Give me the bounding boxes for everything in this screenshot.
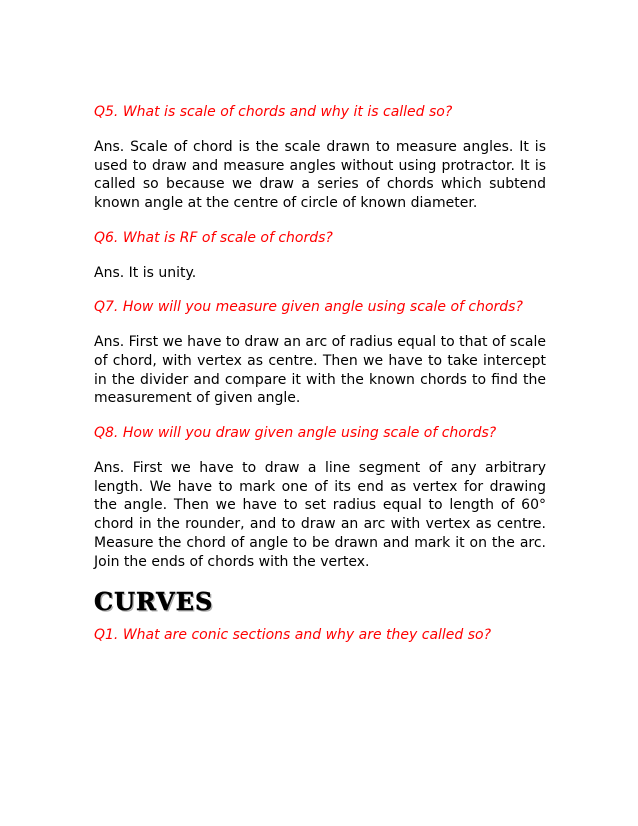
answer-q7: Ans. First we have to draw an arc of radius equal to that of scale of chord, with vertex as centre. Then we have to take intercept in the divider and compare it with the known chords to find the measurement of given angle. [94, 334, 546, 407]
answer-q8: Ans. First we have to draw a line segment of any arbitrary length. We have to mark one of its end as vertex for drawing the angle. Then we have to set radius equal to length of 60° chord in the rounder, and to draw an arc with vertex as centre. Measure the chord of angle to be drawn and mark it on the arc. Join the ends of chords with the vertex. [94, 459, 546, 570]
question-q5: Q5. What is scale of chords and why it is called so? [94, 104, 453, 120]
question-q8: Q8. How will you draw given angle using scale of chords? [94, 425, 497, 441]
question-q7: Q7. How will you measure given angle using scale of chords? [94, 299, 523, 316]
answer-q5: Ans. Scale of chord is the scale drawn to measure angles. It is used to draw and measure angles without using protractor. It is called so because we draw a series of chords which subtend known angle at the centre of circle of known diameter. [94, 138, 546, 211]
document-page [94, 103, 546, 661]
curves-section-heading: CURVES [94, 587, 214, 617]
answer-q6: Ans. It is unity. [94, 264, 197, 281]
question-q6: Q6. What is RF of scale of chords? [94, 229, 333, 246]
question-q1-curves: Q1. What are conic sections and why are they called so? [94, 627, 492, 644]
